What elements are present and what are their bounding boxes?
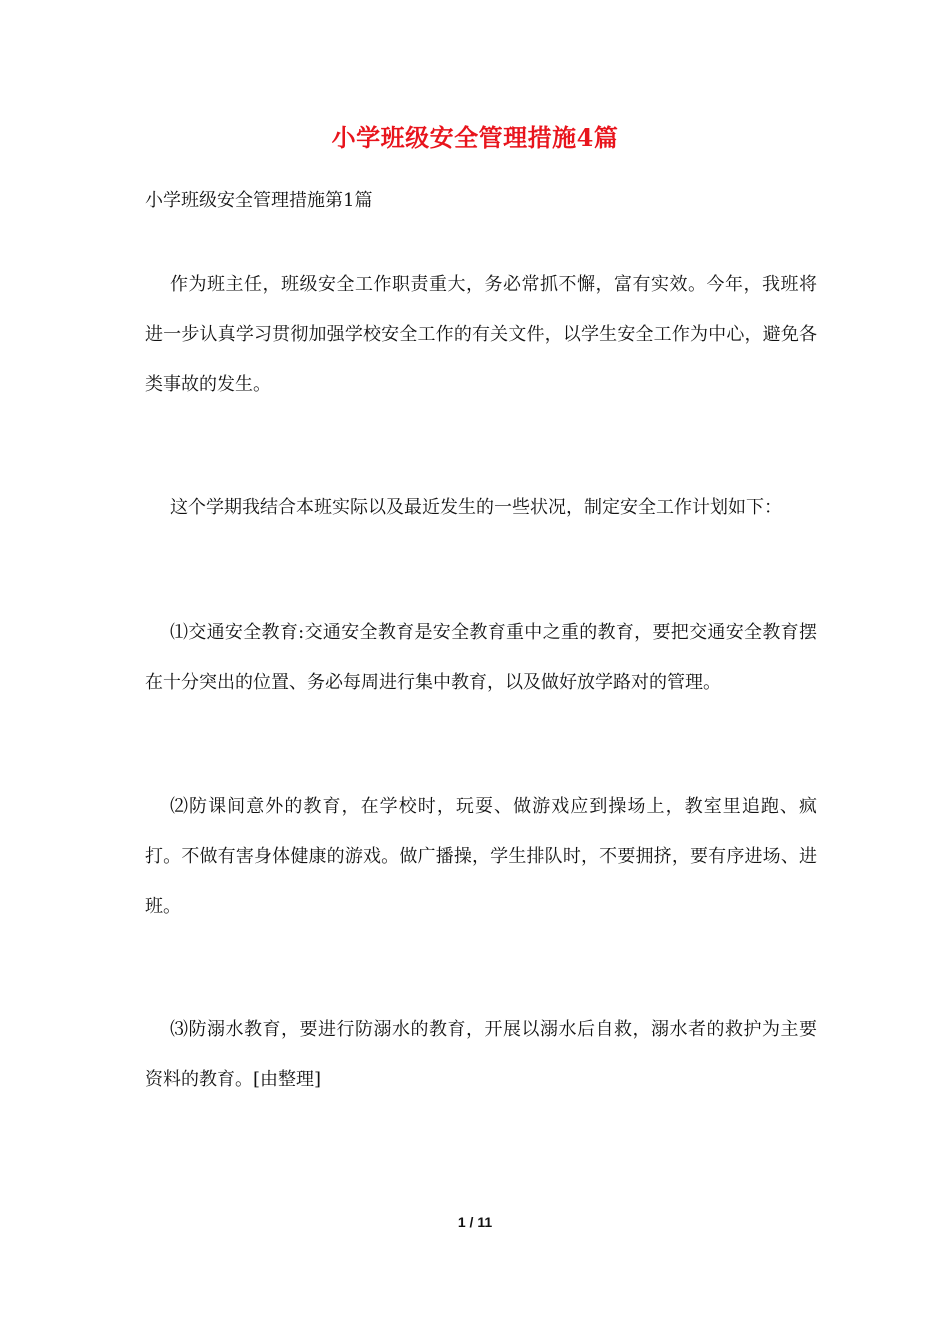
paragraph-drowning-safety: ⑶防溺水教育，要进行防溺水的教育，开展以溺水后自救，溺水者的救护为主要资料的教育。[由整理]	[145, 1019, 817, 1090]
page-number: 1 / 11	[457, 1214, 493, 1230]
paragraph-plan: 这个学期我结合本班实际以及最近发生的一些状况，制定安全工作计划如下：	[170, 497, 782, 518]
paragraph-intro: 作为班主任，班级安全工作职责重大，务必常抓不懈，富有实效。今年，我班将进一步认真学习贯彻加强学校安全工作的有关文件，以学生安全工作为中心，避免各类事故的发生。	[145, 274, 817, 395]
paragraph-recess-safety: ⑵防课间意外的教育，在学校时，玩耍、做游戏应到操场上，教室里追跑、疯打。不做有害身体健康的游戏。做广播操，学生排队时，不要拥挤，要有序进场、进班。	[145, 796, 817, 917]
paragraph-traffic-safety: ⑴交通安全教育:交通安全教育是安全教育重中之重的教育，要把交通安全教育摆在十分突出的位置、务必每周进行集中教育，以及做好放学路对的管理。	[145, 622, 817, 693]
document-title: 小学班级安全管理措施4篇	[331, 123, 619, 152]
section-heading: 小学班级安全管理措施第1篇	[145, 190, 373, 211]
